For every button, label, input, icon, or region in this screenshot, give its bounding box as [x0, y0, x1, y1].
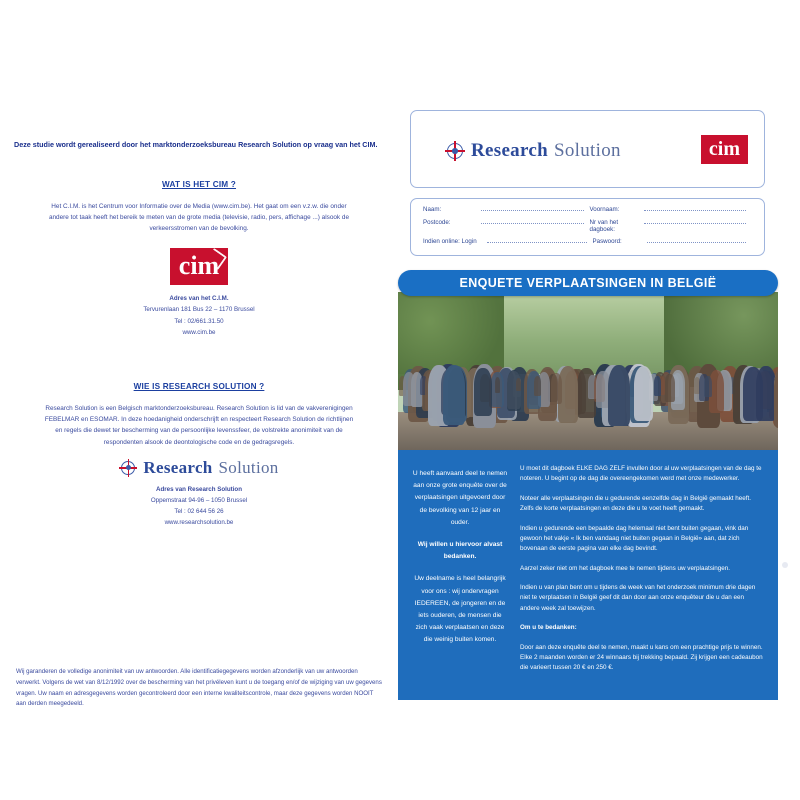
- label-naam: Naam:: [423, 206, 442, 213]
- section-heading-wie-is-research-solution: WIE IS RESEARCH SOLUTION ?: [133, 381, 265, 391]
- cover-cim-logo: cim: [701, 135, 748, 164]
- cim-address-line-3: www.cim.be: [182, 328, 216, 336]
- right-para-1: U moet dit dagboek ELKE DAG ZELF invullen door al uw verplaatsingen van de dag te noteren. U begint op de dag die overeengekomen werd met onze medewerker.: [520, 465, 762, 483]
- right-para-7: Door aan deze enquête deel te nemen, maakt u kans om een prachtige prijs te winnen. Elke 2 maanden worden er 24 winnaars bij trekking bepaald. Zij krijgen een cadeaubon die varieert tussen 20 € en 250 €.: [520, 643, 763, 672]
- research-solution-logo-main: Research: [143, 457, 213, 477]
- right-para-2: Noteer alle verplaatsingen die u gedurende eenzelfde dag in België gemaakt heeft. Zelfs de korte verplaatsingen en deze die u te voet heeft gemaakt.: [520, 494, 752, 513]
- rs-address-line-2: Tel : 02 644 56 26: [174, 508, 224, 516]
- section-heading-wat-is-het-cim: WAT IS HET CIM ?: [162, 179, 236, 189]
- right-para-4: Aarzel zeker niet om het dagboek mee te nemen tijdens uw verplaatsingen.: [520, 564, 731, 572]
- rs-address-title: Adres van Research Solution: [156, 485, 242, 493]
- cim-address-line-2: Tel : 02/661.31.50: [174, 317, 224, 325]
- research-solution-target-icon: [119, 459, 137, 477]
- cover-logo-sub: Solution: [553, 140, 621, 161]
- research-solution-logo: [14, 458, 384, 478]
- intro-note: Deze studie wordt gerealiseerd door het marktonderzoeksbureau Research Solution op vraag van het CIM.: [14, 140, 378, 149]
- form-row-naam: [423, 206, 752, 213]
- label-paswoord: Paswoord:: [592, 238, 622, 245]
- right-para-5: Indien u van plan bent om u tijdens de week van het onderzoek minimum drie dagen niet te verplaatsen in België geef dit dan door aan onze enquêteur die u dan een andere week zal toewijzen.: [520, 584, 756, 612]
- form-row-login: [423, 238, 752, 245]
- survey-title: ENQUETE VERPLAATSINGEN IN BELGIË: [459, 276, 717, 290]
- research-solution-logo-sub: Solution: [218, 457, 279, 477]
- research-solution-address-block: [14, 484, 384, 529]
- crowd-figures: [398, 346, 778, 428]
- right-para-6-heading: Om u te bedanken:: [520, 624, 577, 632]
- instructions-panel: [398, 450, 778, 700]
- input-naam[interactable]: [481, 210, 584, 211]
- cover-header-card: [410, 110, 765, 188]
- left-info-panel: [14, 140, 384, 708]
- cim-logo: [14, 248, 384, 285]
- label-postcode: Postcode:: [423, 218, 451, 226]
- survey-title-band: [398, 270, 778, 296]
- cim-logo-mark: cim: [170, 248, 228, 285]
- respondent-form-card: [410, 198, 765, 256]
- cim-address-line-1: Tervurenlaan 181 Bus 22 – 1170 Brussel: [143, 306, 255, 314]
- label-login: Indien online: Login: [423, 238, 477, 245]
- left-para-2-thanks: Wij willen u hiervoor alvast bedanken.: [417, 540, 503, 561]
- rs-address-line-1: Oppemstraat 94-96 – 1050 Brussel: [150, 496, 248, 504]
- input-login[interactable]: [487, 242, 587, 243]
- cover-research-solution-logo: [445, 140, 621, 162]
- input-voornaam[interactable]: [644, 210, 747, 211]
- research-solution-target-icon: [445, 141, 465, 161]
- label-dagboeknummer: Nr van het dagboek:: [589, 218, 619, 233]
- instructions-right-column: [520, 464, 764, 683]
- page-edge-strip: [778, 292, 786, 700]
- label-voornaam: Voornaam:: [589, 206, 620, 213]
- cim-address-block: [14, 293, 384, 338]
- cover-logo-main: Research: [471, 140, 548, 161]
- left-para-1: U heeft aanvaard deel te nemen aan onze grote enquête over de verplaatsingen uitgevoerd door de bevolking van 12 jaar en ouder.: [412, 470, 508, 526]
- page-edge-notch-icon: [782, 562, 788, 568]
- privacy-footer-text: Wij garanderen de volledige anonimiteit van uw antwoorden. Alle identificatiegegevens worden afzonderlijk van uw antwoorden verwerkt. Volgens de wet van 8/12/1992 over de bescherming van het privéleven kunt u de toegang en/of de wijziging van uw gegevens vragen. Uw naam en adresgegevens worden gecontroleerd door een interne kwaliteitscontrole, maar deze gegevens worden NOOIT aan derden meegedeeld.: [16, 668, 382, 708]
- left-para-3: Uw deelname is heel belangrijk voor ons : wij ondervragen IEDEREEN, de jongeren en de iets ouderen, de mensen die zich vaak verplaatsen en deze die weinig buiten komen.: [414, 575, 506, 644]
- input-dagboeknummer[interactable]: [644, 223, 747, 224]
- form-row-postcode: [423, 219, 752, 233]
- section-body-wat-is-het-cim: Het C.I.M. is het Centrum voor Informatie over de Media (www.cim.be). Het gaat om een v.z.w. die onder andere tot taak heeft het bereik te meten van de grote media (televisie, radio, pers, affichage ...) alsook de verkeersstromen van de bevolking.: [48, 202, 350, 233]
- cover-photo-crowd: [398, 292, 778, 450]
- cim-address-title: Adres van het C.I.M.: [169, 295, 229, 303]
- input-paswoord[interactable]: [647, 242, 747, 243]
- input-postcode[interactable]: [481, 223, 584, 224]
- questionnaire-cover: [388, 110, 788, 710]
- right-para-3: Indien u gedurende een bepaalde dag helemaal niet bent buiten gegaan, vink dan gewoon het vakje « Ik ben vandaag niet buiten gegaan in België» aan, dat zich bovenaan de eerste pagina van elke dag bevindt.: [520, 524, 749, 553]
- instructions-left-column: [412, 468, 508, 646]
- rs-address-line-3: www.researchsolution.be: [164, 519, 234, 527]
- section-body-wie-is-research-solution: Research Solution is een Belgisch marktonderzoeksbureau. Research Solution is lid van de vakverenigingen FEBELMAR en ESOMAR. In deze hoedanigheid onderschrijft en respecteert Research Solution de richtlijnen en regels die dewet ter bescherming van de persoonlijke levenssfeer, de volstrekte anonimiteit van de respondenten alsook de deontologische code en de gedragsregels.: [44, 404, 354, 446]
